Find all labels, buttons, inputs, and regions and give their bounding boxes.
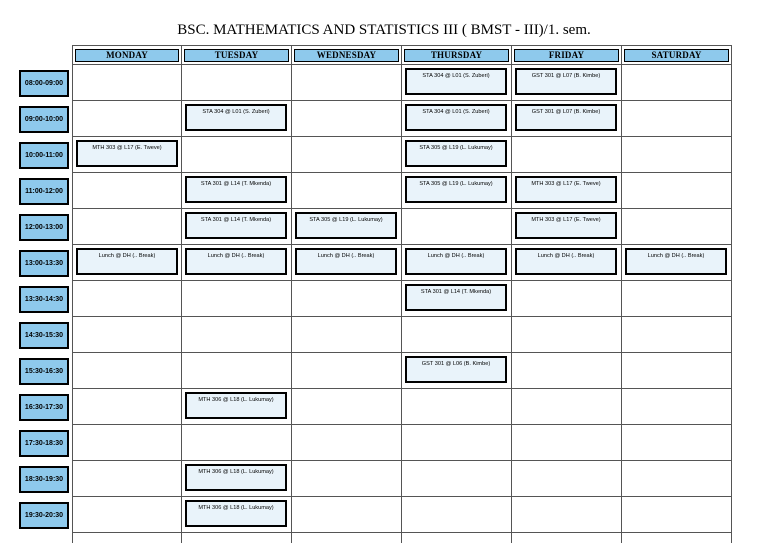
class-event[interactable]: Lunch @ DH (.. Break) [625, 248, 727, 275]
timetable-cell [182, 389, 292, 425]
timetable-cell [622, 209, 732, 245]
corner-cell [17, 45, 72, 65]
timetable-cell [72, 389, 182, 425]
timetable-cell [512, 101, 622, 137]
timetable-cell [182, 281, 292, 317]
class-event[interactable]: Lunch @ DH (.. Break) [405, 248, 507, 275]
time-slot-label: 15:30-16:30 [19, 358, 69, 385]
day-header-monday [72, 45, 182, 65]
timetable-cell [512, 281, 622, 317]
timetable-cell [72, 533, 182, 543]
timetable-cell [292, 317, 402, 353]
timetable-cell [292, 533, 402, 543]
time-slot-cell [17, 461, 72, 497]
class-event[interactable]: GST 301 @ L06 (B. Kimbe) [405, 356, 507, 383]
class-event[interactable]: MTH 306 @ L18 (L. Lukumay) [185, 392, 287, 419]
timetable-cell [622, 353, 732, 389]
timetable-cell [292, 461, 402, 497]
page-title: BSC. MATHEMATICS AND STATISTICS III ( BMST - III)/1. sem. [177, 22, 591, 38]
timetable-cell [292, 209, 402, 245]
class-event[interactable]: STA 301 @ L14 (T. Mkenda) [185, 176, 287, 203]
class-event[interactable]: Lunch @ DH (.. Break) [515, 248, 617, 275]
time-slot-cell [17, 101, 72, 137]
day-label: FRIDAY [514, 49, 619, 62]
timetable-cell [402, 353, 512, 389]
timetable-cell [512, 137, 622, 173]
timetable-cell [292, 245, 402, 281]
day-label: MONDAY [75, 49, 179, 62]
timetable-cell [622, 101, 732, 137]
time-slot-label: 09:00-10:00 [19, 106, 69, 133]
time-slot-cell [17, 497, 72, 533]
timetable-cell [182, 353, 292, 389]
time-slot-cell [17, 389, 72, 425]
class-event[interactable]: MTH 306 @ L18 (L. Lukumay) [185, 500, 287, 527]
timetable-cell [292, 389, 402, 425]
time-slot-cell [17, 353, 72, 389]
day-label: THURSDAY [404, 49, 509, 62]
timetable-cell [72, 137, 182, 173]
timetable-cell [622, 497, 732, 533]
time-slot-label: 17:30-18:30 [19, 430, 69, 457]
timetable-cell [622, 137, 732, 173]
timetable-cell [292, 101, 402, 137]
class-event[interactable]: STA 301 @ L14 (T. Mkenda) [405, 284, 507, 311]
timetable-cell [72, 425, 182, 461]
timetable-cell [512, 173, 622, 209]
time-slot-label: 10:00-11:00 [19, 142, 69, 169]
time-slot-cell [17, 533, 72, 543]
day-label: TUESDAY [184, 49, 289, 62]
timetable-cell [402, 461, 512, 497]
timetable-cell [512, 389, 622, 425]
timetable-cell [182, 461, 292, 497]
class-event[interactable]: GST 301 @ L07 (B. Kimbe) [515, 104, 617, 131]
class-event[interactable]: Lunch @ DH (.. Break) [185, 248, 287, 275]
day-label: SATURDAY [624, 49, 729, 62]
timetable-cell [72, 461, 182, 497]
timetable-cell [512, 461, 622, 497]
timetable-cell [182, 137, 292, 173]
class-event[interactable]: MTH 303 @ L17 (E. Tweve) [515, 212, 617, 239]
timetable-cell [512, 65, 622, 101]
class-event[interactable]: STA 305 @ L19 (L. Lukumay) [405, 176, 507, 203]
timetable-cell [72, 173, 182, 209]
class-event[interactable]: MTH 303 @ L17 (E. Tweve) [76, 140, 178, 167]
timetable-cell [402, 173, 512, 209]
timetable-cell [182, 317, 292, 353]
timetable-cell [292, 497, 402, 533]
timetable-cell [512, 209, 622, 245]
time-slot-label: 19:30-20:30 [19, 502, 69, 529]
time-slot-cell [17, 317, 72, 353]
timetable-cell [402, 209, 512, 245]
time-slot-label: 13:00-13:30 [19, 250, 69, 277]
class-event[interactable]: STA 304 @ L01 (S. Zuberi) [405, 68, 507, 95]
time-slot-label: 16:30-17:30 [19, 394, 69, 421]
timetable [17, 45, 732, 543]
class-event[interactable]: STA 304 @ L01 (S. Zuberi) [405, 104, 507, 131]
class-event[interactable]: STA 305 @ L19 (L. Lukumay) [295, 212, 397, 239]
timetable-cell [402, 317, 512, 353]
timetable-cell [292, 173, 402, 209]
day-header-saturday [622, 45, 732, 65]
class-event[interactable]: GST 301 @ L07 (B. Kimbe) [515, 68, 617, 95]
day-header-thursday [402, 45, 512, 65]
timetable-cell [72, 209, 182, 245]
timetable-cell [72, 281, 182, 317]
timetable-cell [72, 65, 182, 101]
timetable-cell [182, 209, 292, 245]
timetable-cell [402, 389, 512, 425]
timetable-cell [182, 497, 292, 533]
class-event[interactable]: Lunch @ DH (.. Break) [76, 248, 178, 275]
timetable-cell [292, 425, 402, 461]
timetable-cell [72, 101, 182, 137]
timetable-cell [292, 137, 402, 173]
time-slot-cell [17, 173, 72, 209]
class-event[interactable]: Lunch @ DH (.. Break) [295, 248, 397, 275]
class-event[interactable]: MTH 306 @ L18 (L. Lukumay) [185, 464, 287, 491]
time-slot-cell [17, 65, 72, 101]
timetable-cell [402, 425, 512, 461]
timetable-cell [182, 173, 292, 209]
timetable-cell [622, 461, 732, 497]
timetable-cell [72, 497, 182, 533]
timetable-cell [292, 281, 402, 317]
timetable-cell [512, 245, 622, 281]
timetable-cell [512, 317, 622, 353]
time-slot-label: 13:30-14:30 [19, 286, 69, 313]
timetable-cell [402, 101, 512, 137]
class-event[interactable]: STA 304 @ L01 (S. Zuberi) [185, 104, 287, 131]
day-header-wednesday [292, 45, 402, 65]
timetable-cell [402, 497, 512, 533]
time-slot-label: 12:00-13:00 [19, 214, 69, 241]
timetable-cell [72, 317, 182, 353]
time-slot-cell [17, 209, 72, 245]
timetable-cell [182, 533, 292, 543]
timetable-cell [182, 101, 292, 137]
day-header-tuesday [182, 45, 292, 65]
timetable-cell [402, 533, 512, 543]
timetable-cell [182, 245, 292, 281]
time-slot-cell [17, 245, 72, 281]
time-slot-label: 18:30-19:30 [19, 466, 69, 493]
timetable-cell [72, 353, 182, 389]
timetable-cell [622, 389, 732, 425]
timetable-cell [622, 425, 732, 461]
timetable-cell [512, 425, 622, 461]
timetable-cell [182, 65, 292, 101]
timetable-cell [512, 497, 622, 533]
timetable-cell [402, 245, 512, 281]
timetable-cell [292, 353, 402, 389]
timetable-cell [622, 281, 732, 317]
day-label: WEDNESDAY [294, 49, 399, 62]
time-slot-label: 11:00-12:00 [19, 178, 69, 205]
timetable-cell [182, 425, 292, 461]
class-event[interactable]: MTH 303 @ L17 (E. Tweve) [515, 176, 617, 203]
timetable-cell [402, 281, 512, 317]
timetable-cell [292, 65, 402, 101]
time-slot-cell [17, 137, 72, 173]
timetable-cell [622, 65, 732, 101]
time-slot-cell [17, 281, 72, 317]
class-event[interactable]: STA 301 @ L14 (T. Mkenda) [185, 212, 287, 239]
timetable-cell [402, 137, 512, 173]
day-header-friday [512, 45, 622, 65]
timetable-cell [622, 317, 732, 353]
timetable-cell [402, 65, 512, 101]
timetable-cell [512, 353, 622, 389]
timetable-cell [72, 245, 182, 281]
time-slot-cell [17, 425, 72, 461]
time-slot-label: 14:30-15:30 [19, 322, 69, 349]
timetable-cell [622, 173, 732, 209]
class-event[interactable]: STA 305 @ L19 (L. Lukumay) [405, 140, 507, 167]
timetable-cell [622, 533, 732, 543]
timetable-cell [512, 533, 622, 543]
timetable-cell [622, 245, 732, 281]
time-slot-label: 08:00-09:00 [19, 70, 69, 97]
